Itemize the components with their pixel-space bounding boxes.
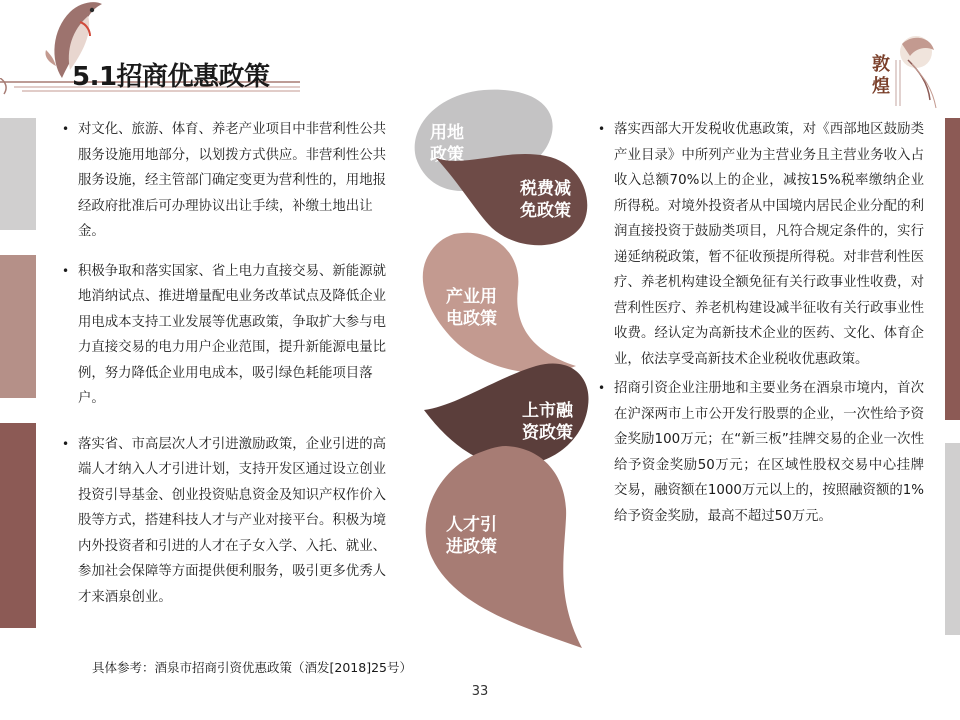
left-item-electricity: • 积极争取和落实国家、省上电力直接交易、新能源就地消纳试点、推进增量配电业务改革试点及降低企业用电成本支持工业发展等优惠政策，争取扩大参与电力直接交易的电力用户企业范围，提升新能源电量比例，努力降低企业用电成本，吸引绿色耗能项目落户。 [60, 259, 392, 412]
right-item-tax: • 落实西部大开发税收优惠政策，对《西部地区鼓励类产业目录》中所列产业为主营业务且主营业务收入占收入总额70%以上的企业，减按15%税率缴纳企业所得税。对境外投资者从中国境内居民企业分配的利润直接投资于鼓励类项目，凡符合规定条件的，实行递延纳税政策，暂不征收预提所得税。对非营利性医疗、养老机构建设全额免征有关行政事业性收费，对营利性医疗、养老机构建设减半征收有关行政事业性收费。经认定为高新技术企业的医药、文化、体育企业，依法享受高新技术企业税收优惠政策。 [596, 117, 924, 372]
left-text-column [60, 117, 392, 610]
left-bar-dark [0, 423, 36, 628]
page-title: 5.1招商优惠政策 [72, 62, 270, 92]
petal-land-line2: 政策 [430, 145, 464, 165]
petal-talent-policy [426, 446, 582, 648]
reference-note: 具体参考：酒泉市招商引资优惠政策（酒发[2018]25号） [92, 660, 412, 675]
right-text-column [596, 117, 924, 529]
petal-electricity-policy [423, 233, 576, 373]
left-item-land: • 对文化、旅游、体育、养老产业项目中非营利性公共服务设施用地部分，以划拨方式供应。非营利性公共服务设施，经主管部门确定变更为营利性的，用地报经政府批准后可办理协议出让手续，补缴土地出让金。 [60, 117, 392, 245]
petal-tax-line2: 免政策 [520, 201, 571, 221]
left-bar-light [0, 118, 36, 230]
left-bar-mid [0, 255, 36, 398]
petal-land-line1: 用地 [430, 123, 464, 143]
right-bar-dark [945, 118, 960, 420]
policy-petal-diagram [396, 88, 596, 658]
right-item-listing: • 招商引资企业注册地和主要业务在酒泉市境内，首次在沪深两市上市公开发行股票的企业，一次性给予资金奖励100万元；在“新三板”挂牌交易的企业一次性给予资金奖励50万元；在区域性股权交易中心挂牌交易，融资额在1000万元以上的，按照融资额的1%给予资金奖励，最高不超过50万元。 [596, 376, 924, 529]
petal-electricity-line1: 产业用 [446, 287, 497, 307]
logo-char-2: 煌 [872, 76, 890, 97]
left-item-talent: • 落实省、市高层次人才引进激励政策，企业引进的高端人才纳入人才引进计划，支持开发区通过设立创业投资引导基金、创业投资贴息资金及知识产权作价入股等方式，搭建科技人才与产业对接平台。积极为境内外投资者和引进的人才在子女入学、入托、就业、参加社会保障等方面提供便利服务，吸引更多优秀人才来酒泉创业。 [60, 432, 392, 611]
page-number: 33 [471, 684, 489, 699]
petal-listing-line2: 资政策 [522, 423, 573, 443]
logo-char-1: 敦 [872, 54, 890, 75]
petal-electricity-line2: 电政策 [446, 309, 497, 329]
petal-tax-line1: 税费减 [520, 179, 571, 199]
petal-listing-line1: 上市融 [522, 401, 573, 421]
petal-talent-line1: 人才引 [446, 515, 497, 535]
dunhuang-apsara-icon [868, 30, 940, 120]
petal-tax-policy [436, 154, 587, 245]
petal-talent-line2: 进政策 [446, 537, 497, 557]
right-bar-light [945, 443, 960, 635]
